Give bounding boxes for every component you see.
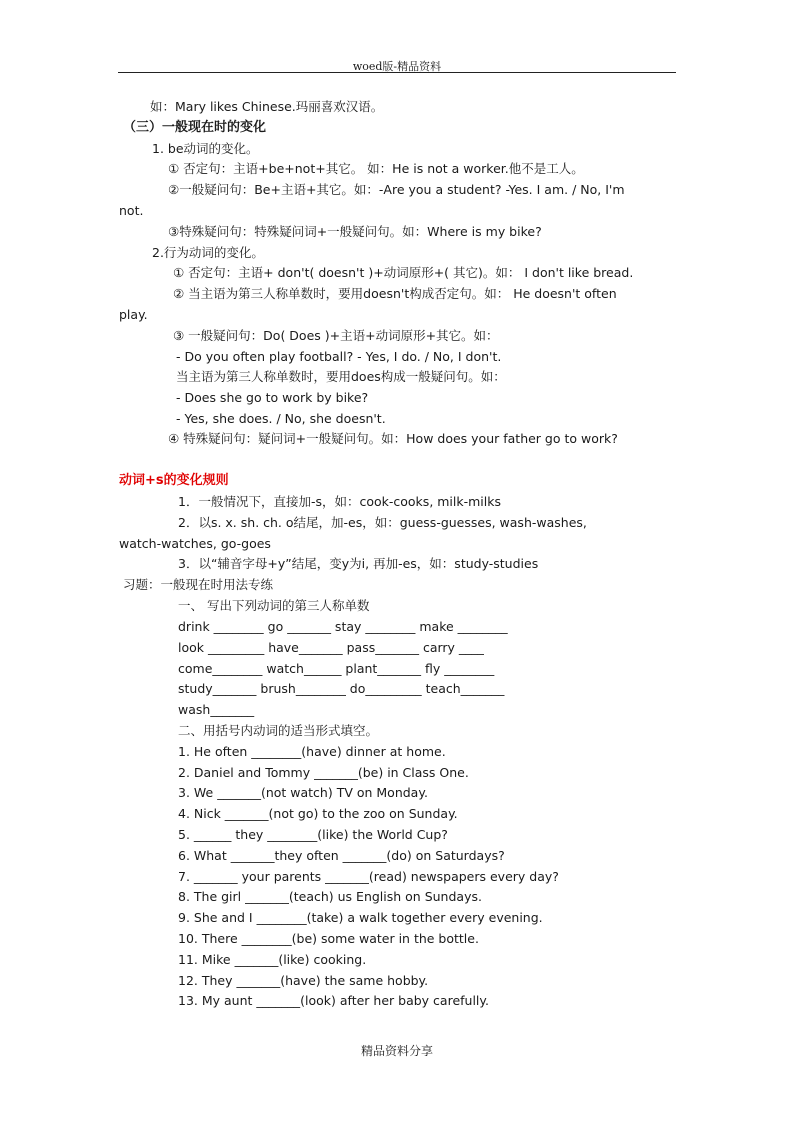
text-line: ②一般疑问句：Be+主语+其它。如：-Are you a student? -Yes. I am. / No, I'm <box>168 182 625 197</box>
exercise-item: 8. The girl _______(teach) us English on Sundays. <box>178 889 482 904</box>
section-heading: （三）一般现在时的变化 <box>123 120 267 135</box>
fill-line: wash_______ <box>178 702 255 717</box>
text-line: 1. be动词的变化。 <box>152 141 259 156</box>
fill-line: come________ watch______ plant_______ fly ________ <box>178 661 495 676</box>
text-line: 当主语为第三人称单数时，要用does构成一般疑问句。如： <box>176 369 506 384</box>
exercise-item: 6. What _______they often _______(do) on Saturdays? <box>178 848 505 863</box>
text-line: - Do you often play football? - Yes, I do. / No, I don't. <box>176 349 502 364</box>
exercise-item: 3. We _______(not watch) TV on Monday. <box>178 785 428 800</box>
text-line: ② 当主语为第三人称单数时，要用doesn't构成否定句。如： He doesn't often <box>173 286 617 301</box>
page-header: woed版-精品资料 <box>352 60 442 73</box>
text-line: 二、用括号内动词的适当形式填空。 <box>178 723 379 738</box>
text-line: play. <box>119 307 148 322</box>
text-line: 2．以s. x. sh. ch. o结尾，加-es，如：guess-guesses, wash-washes, <box>178 515 587 530</box>
text-line: ③特殊疑问句：特殊疑问词+一般疑问句。如：Where is my bike? <box>168 224 542 239</box>
exercise-item: 12. They _______(have) the same hobby. <box>178 973 429 988</box>
text-line: ① 否定句：主语+ don't( doesn't )+动词原形+( 其它)。如： I don't like bread. <box>173 265 634 280</box>
exercise-item: 4. Nick _______(not go) to the zoo on Sunday. <box>178 806 458 821</box>
page-footer: 精品资料分享 <box>360 1044 433 1058</box>
exercise-item: 13. My aunt _______(look) after her baby carefully. <box>178 993 489 1008</box>
text-line: watch-watches, go-goes <box>119 536 271 551</box>
text-line: ① 否定句：主语+be+not+其它。 如：He is not a worker.他不是工人。 <box>168 161 584 176</box>
text-line: 2.行为动词的变化。 <box>152 245 264 260</box>
text-line: - Yes, she does. / No, she doesn't. <box>176 411 386 426</box>
text-line: 1．一般情况下，直接加-s，如：cook-cooks, milk-milks <box>178 494 502 509</box>
text-line: not. <box>119 203 144 218</box>
fill-line: drink ________ go _______ stay ________ make ________ <box>178 619 508 634</box>
header-divider <box>118 72 676 73</box>
red-heading: 动词+s的变化规则 <box>119 473 229 488</box>
exercise-item: 2. Daniel and Tommy _______(be) in Class One. <box>178 765 469 780</box>
exercise-item: 1. He often ________(have) dinner at home. <box>178 744 446 759</box>
text-line: 3．以“辅音字母+y”结尾，变y为i, 再加-es，如：study-studies <box>178 556 539 571</box>
exercise-item: 11. Mike _______(like) cooking. <box>178 952 367 967</box>
exercise-item: 9. She and I ________(take) a walk together every evening. <box>178 910 543 925</box>
fill-line: study_______ brush________ do_________ teach_______ <box>178 681 505 696</box>
exercise-item: 10. There ________(be) some water in the bottle. <box>178 931 479 946</box>
exercise-item: 7. _______ your parents _______(read) newspapers every day? <box>178 869 559 884</box>
text-line: 如：Mary likes Chinese.玛丽喜欢汉语。 <box>150 99 384 114</box>
exercise-heading: 习题：一般现在时用法专练 <box>123 577 274 592</box>
fill-line: look _________ have_______ pass_______ carry ____ <box>178 640 484 655</box>
text-line: ④ 特殊疑问句：疑问词+一般疑问句。如：How does your father go to work? <box>168 431 618 446</box>
exercise-item: 5. ______ they ________(like) the World Cup? <box>178 827 448 842</box>
text-line: ③ 一般疑问句：Do( Does )+主语+动词原形+其它。如： <box>173 328 499 343</box>
text-line: 一、 写出下列动词的第三人称单数 <box>178 598 370 613</box>
text-line: - Does she go to work by bike? <box>176 390 369 405</box>
